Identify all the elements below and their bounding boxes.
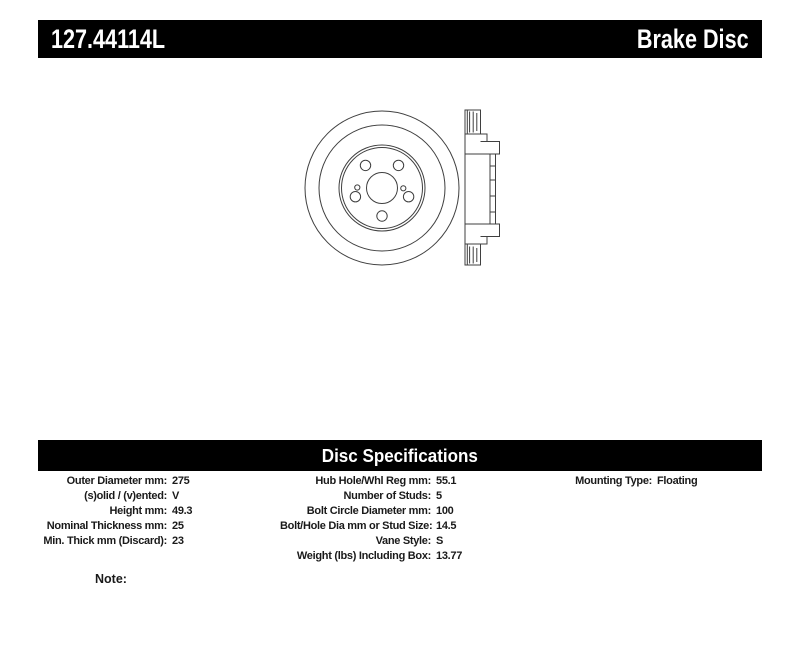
side-profile-steps: [465, 134, 487, 244]
spec-value: V: [172, 490, 180, 502]
spec-label: Height mm:: [109, 505, 167, 517]
spec-label: Bolt Circle Diameter mm:: [306, 505, 431, 517]
spec-value: 49.3: [172, 505, 193, 517]
spec-column-left: [38, 474, 280, 549]
part-number: 127.44114L: [51, 24, 166, 54]
stud-hole: [377, 211, 387, 221]
locating-pin-hole: [401, 186, 406, 191]
spec-label: Weight (lbs) Including Box:: [296, 550, 431, 562]
flange-tick-marks: [490, 166, 496, 212]
spec-label: Outer Diameter mm:: [66, 475, 167, 487]
stud-hole: [393, 160, 403, 170]
friction-surface-circle: [319, 125, 445, 251]
spec-row-vane-style: [280, 534, 540, 549]
spec-label: Nominal Thickness mm:: [46, 520, 167, 532]
spec-value: 23: [172, 535, 184, 547]
spec-row-bolt-hole-dia: [280, 519, 540, 534]
brake-disc-side-view-drawing: [465, 110, 500, 265]
spec-column-right: [540, 474, 762, 489]
spec-row-nominal-thickness: [38, 519, 280, 534]
spec-row-min-thick: [38, 534, 280, 549]
hub-inner-circle: [342, 148, 423, 229]
stud-hole: [403, 192, 413, 202]
note-label: Note:: [95, 572, 127, 586]
center-hub-hole: [367, 173, 398, 204]
spec-section-bar: [38, 440, 762, 471]
spec-section-title: Disc Specifications: [321, 445, 479, 466]
hat-section-lines: [465, 154, 496, 224]
stud-hole: [360, 160, 370, 170]
spec-row-height: [38, 504, 280, 519]
product-name: Brake Disc: [637, 24, 749, 54]
spec-value: 5: [436, 490, 442, 502]
locating-pin-hole: [355, 185, 360, 190]
spec-value: 275: [172, 475, 190, 487]
spec-row-outer-diameter: [38, 474, 280, 489]
spec-value: 13.77: [436, 550, 463, 562]
spec-label: Min. Thick mm (Discard):: [43, 535, 167, 547]
spec-row-bolt-circle-diameter: [280, 504, 540, 519]
hub-outer-circle: [339, 145, 425, 231]
side-profile-outline: [465, 110, 500, 265]
spec-label: Vane Style:: [375, 535, 431, 547]
spec-row-hub-hole: [280, 474, 540, 489]
spec-row-weight: [280, 549, 540, 564]
spec-column-middle: [280, 474, 540, 564]
vent-lines-bottom: [467, 244, 477, 265]
outer-diameter-circle: [305, 111, 459, 265]
brake-disc-drawing: [290, 95, 510, 275]
spec-value: 100: [436, 505, 454, 517]
spec-row-mounting-type: [540, 474, 762, 489]
spec-label: Mounting Type:: [575, 475, 652, 487]
spec-label: Number of Studs:: [343, 490, 431, 502]
spec-value: S: [436, 535, 444, 547]
spec-label: Hub Hole/Whl Reg mm:: [315, 475, 431, 487]
spec-value: Floating: [657, 475, 698, 487]
header-bar: [38, 20, 762, 58]
brake-disc-front-view-drawing: [305, 111, 459, 265]
spec-value: 55.1: [436, 475, 457, 487]
spec-row-number-of-studs: [280, 489, 540, 504]
vent-lines-top: [467, 110, 477, 134]
spec-label: (s)olid / (v)ented:: [84, 490, 167, 502]
spec-label: Bolt/Hole Dia mm or Stud Size:: [280, 520, 433, 532]
spec-row-solid-vented: [38, 489, 280, 504]
stud-hole: [350, 192, 360, 202]
spec-value: 14.5: [436, 520, 457, 532]
spec-value: 25: [172, 520, 184, 532]
